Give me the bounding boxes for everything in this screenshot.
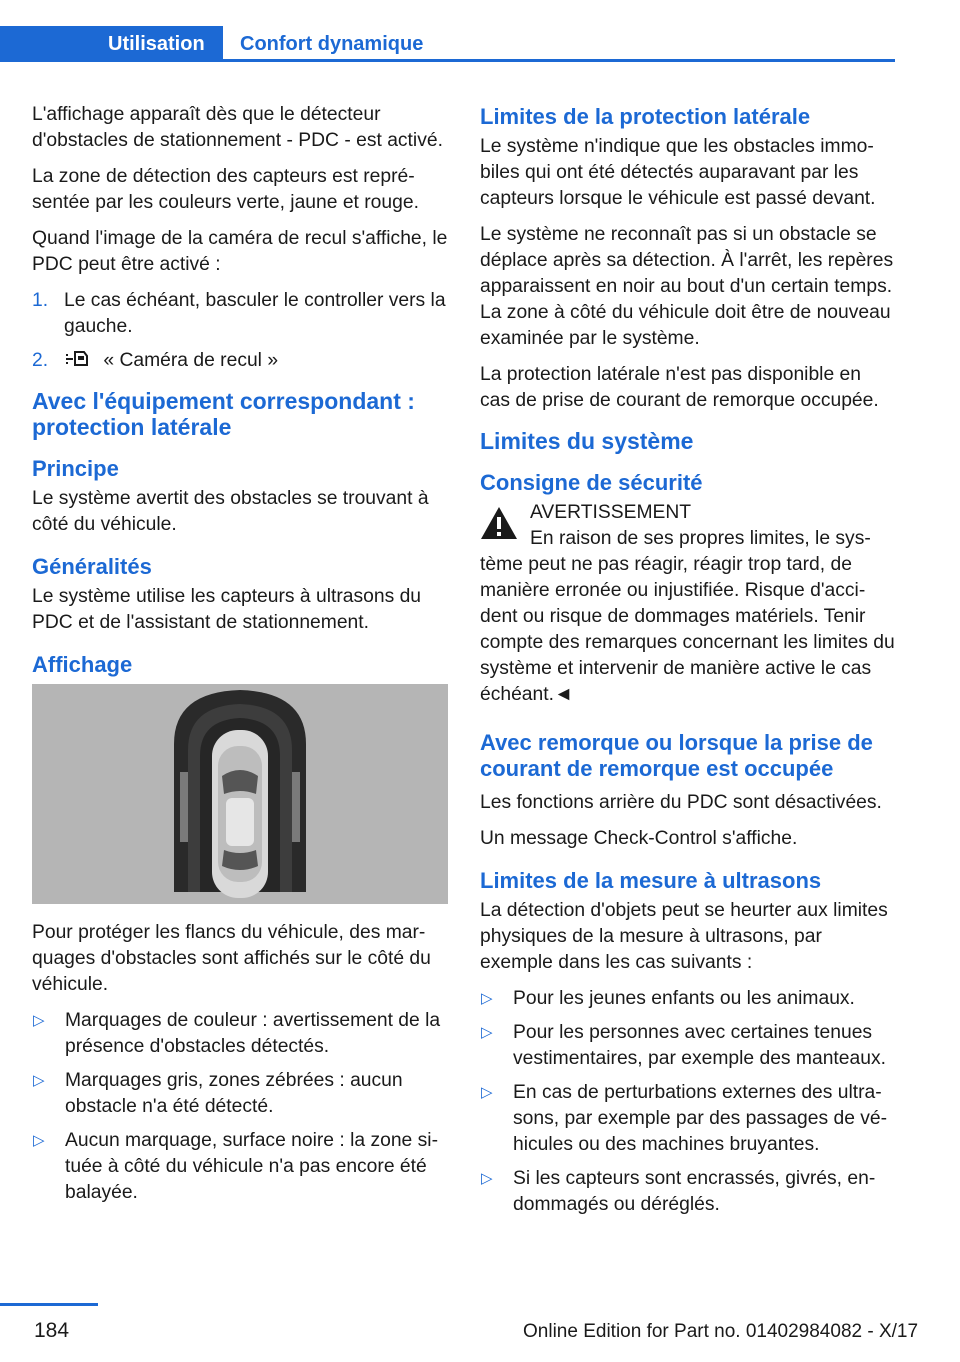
triangle-bullet-icon: ▷ (481, 990, 493, 1007)
section-heading: Avec l'équipement correspondant : protection latérale (32, 388, 415, 440)
list-item: ▷ Marquages gris, zones zébrées : aucun obstacle n'a été détecté. (33, 1070, 403, 1117)
warning-triangle-icon (480, 506, 518, 540)
warning-title: AVERTISSEMENT (530, 502, 692, 523)
paragraph: Pour protéger les flancs du véhicule, des marquages d'obstacles sont affichés sur le côté du véhicule. (32, 922, 431, 995)
list-item: ▷ Si les capteurs sont encrassés, givrés, endommagés ou déréglés. (481, 1168, 876, 1215)
section-heading: Limites du système (480, 428, 694, 454)
subsection-heading: Généralités (32, 554, 152, 579)
list-item (32, 288, 448, 340)
car-top-view-illustration (32, 684, 448, 904)
triangle-bullet-icon: ▷ (33, 1132, 45, 1149)
paragraph: La protection latérale n'est pas disponible en cas de prise de courant de remorque occupée. (480, 364, 879, 411)
edition-note: Online Edition for Part no. 01402984082 - X/17 (523, 1321, 919, 1342)
right-column (480, 102, 896, 1226)
tab-utilisation[interactable]: Utilisation (0, 26, 223, 62)
header-tabbar (0, 26, 895, 62)
footer-rule (0, 1303, 98, 1306)
subsection-heading: Consigne de sécurité (480, 470, 703, 495)
bullet-list (480, 986, 896, 1218)
rear-camera-icon (64, 349, 90, 369)
bullet-list (32, 1008, 448, 1206)
step-number: 2. (32, 350, 49, 371)
subsection-heading: Avec remorque ou lorsque la prise de courant de remorque est occupée (480, 730, 873, 781)
tab-confort-dynamique[interactable]: Confort dynamique (240, 33, 424, 55)
paragraph: La zone de détection des capteurs est représentée par les couleurs verte, jaune et rouge. (32, 166, 419, 213)
step-text: Le cas échéant, basculer le controller vers la gauche. (64, 290, 446, 337)
paragraph: La détection d'objets peut se heurter aux limites physiques de la mesure à ultrasons, par exemple dans les cas suivants : (480, 900, 888, 973)
triangle-bullet-icon: ▷ (481, 1084, 493, 1101)
side-protection-figure (32, 684, 448, 904)
warning-text: En raison de ses propres limites, le système peut ne pas réagir, réagir trop tard, de manière erronée ou injustifiée. Risque d'accident ou risque de dommages matériels. Tenir compte des remarques concernant les limites du système et intervenir de manière active le cas échéant.◄ (480, 528, 895, 705)
page-number: 184 (34, 1319, 70, 1342)
steps-list (32, 288, 448, 374)
left-column (32, 102, 448, 1214)
paragraph: Le système avertit des obstacles se trouvant à côté du véhicule. (32, 488, 429, 535)
paragraph: L'affichage apparaît dès que le détecteur d'obstacles de stationnement - PDC - est activé. (32, 104, 443, 151)
triangle-bullet-icon: ▷ (33, 1012, 45, 1029)
subsection-heading: Limites de la mesure à ultrasons (480, 868, 822, 893)
paragraph: Le système ne reconnaît pas si un obstacle se déplace après sa détection. À l'arrêt, les repères apparaissent en noir au bout d'un certain temps. La zone à côté du véhicule doit être de nouveau examinée par le système. (480, 224, 894, 349)
list-item: ▷ Pour les jeunes enfants ou les animaux. (480, 986, 896, 1012)
list-item: ▷ Pour les personnes avec certaines tenues vestimentaires, par exemple des manteaux. (481, 1022, 886, 1069)
step-text: « Caméra de recul » (103, 350, 279, 371)
paragraph: Les fonctions arrière du PDC sont désactivées. (480, 792, 882, 813)
triangle-bullet-icon: ▷ (33, 1072, 45, 1089)
paragraph: Le système n'indique que les obstacles immobiles qui ont été détectés auparavant par les capteurs lorsque le véhicule est passé devant. (480, 136, 876, 209)
header-rule (223, 59, 895, 62)
warning-block (480, 500, 896, 708)
paragraph: Un message Check-Control s'affiche. (480, 828, 798, 849)
subsection-heading: Limites de la protection latérale (480, 104, 811, 129)
triangle-bullet-icon: ▷ (481, 1170, 493, 1187)
list-item: ▷ En cas de perturbations externes des ultrasons, par exemple par des passages de véhicules ou des machines bruyantes. (481, 1082, 888, 1155)
subsection-heading: Affichage (32, 652, 133, 677)
step-number: 1. (32, 290, 49, 311)
list-item: ▷ Aucun marquage, surface noire : la zone située à côté du véhicule n'a pas encore été balayée. (33, 1130, 438, 1203)
subsection-heading: Principe (32, 456, 119, 481)
list-item: ▷ Marquages de couleur : avertissement de la présence d'obstacles détectés. (33, 1010, 441, 1057)
list-item (32, 348, 448, 374)
paragraph: Quand l'image de la caméra de recul s'affiche, le PDC peut être activé : (32, 228, 448, 275)
triangle-bullet-icon: ▷ (481, 1024, 493, 1041)
paragraph: Le système utilise les capteurs à ultrasons du PDC et de l'assistant de stationnement. (32, 586, 422, 633)
